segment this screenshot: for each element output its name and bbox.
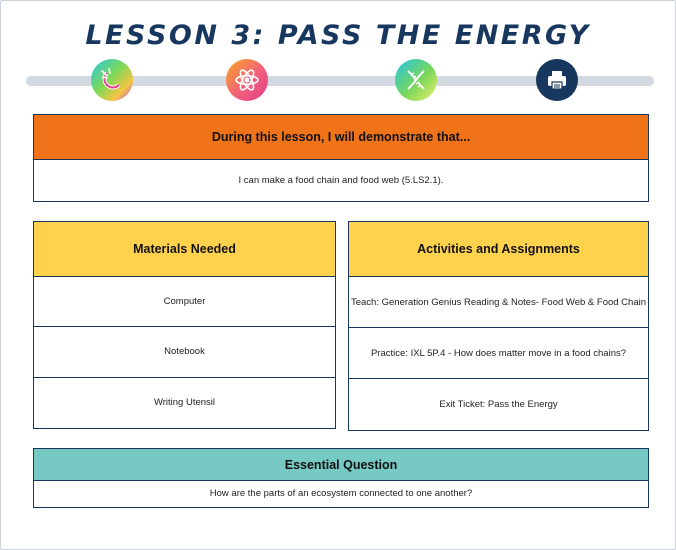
objective-text: I can make a food chain and food web (5.LS2.1). xyxy=(238,174,444,186)
objective-header: During this lesson, I will demonstrate that... xyxy=(34,115,648,160)
printer-icon xyxy=(544,67,570,93)
essential-question-header: Essential Question xyxy=(34,449,648,481)
page-title: LESSON 3: PASS THE ENERGY xyxy=(85,20,591,51)
activities-item: Exit Ticket: Pass the Energy xyxy=(439,399,558,410)
materials-header: Materials Needed xyxy=(34,222,335,277)
materials-item: Writing Utensil xyxy=(153,397,216,409)
step-print[interactable] xyxy=(536,59,578,101)
step-dna[interactable] xyxy=(395,59,437,101)
atom-icon xyxy=(234,67,260,93)
activities-box xyxy=(348,221,649,431)
dna-icon xyxy=(403,67,429,93)
activities-item: Teach: Generation Genius Reading & Notes- Food Web & Food Chain xyxy=(349,277,648,328)
step-magnet[interactable] xyxy=(91,59,133,101)
step-atom[interactable] xyxy=(226,59,268,101)
activities-header: Activities and Assignments xyxy=(349,222,648,277)
materials-item: Computer xyxy=(34,277,335,327)
materials-box xyxy=(33,221,336,429)
objective-box xyxy=(33,114,649,202)
activities-item: Practice: IXL 5P.4 - How does matter move in a food chains? xyxy=(349,328,648,379)
materials-item: Notebook xyxy=(34,327,335,377)
essential-question-box xyxy=(33,448,649,508)
essential-question-text: How are the parts of an ecosystem connected to one another? xyxy=(209,488,473,499)
magnet-icon xyxy=(99,67,125,93)
